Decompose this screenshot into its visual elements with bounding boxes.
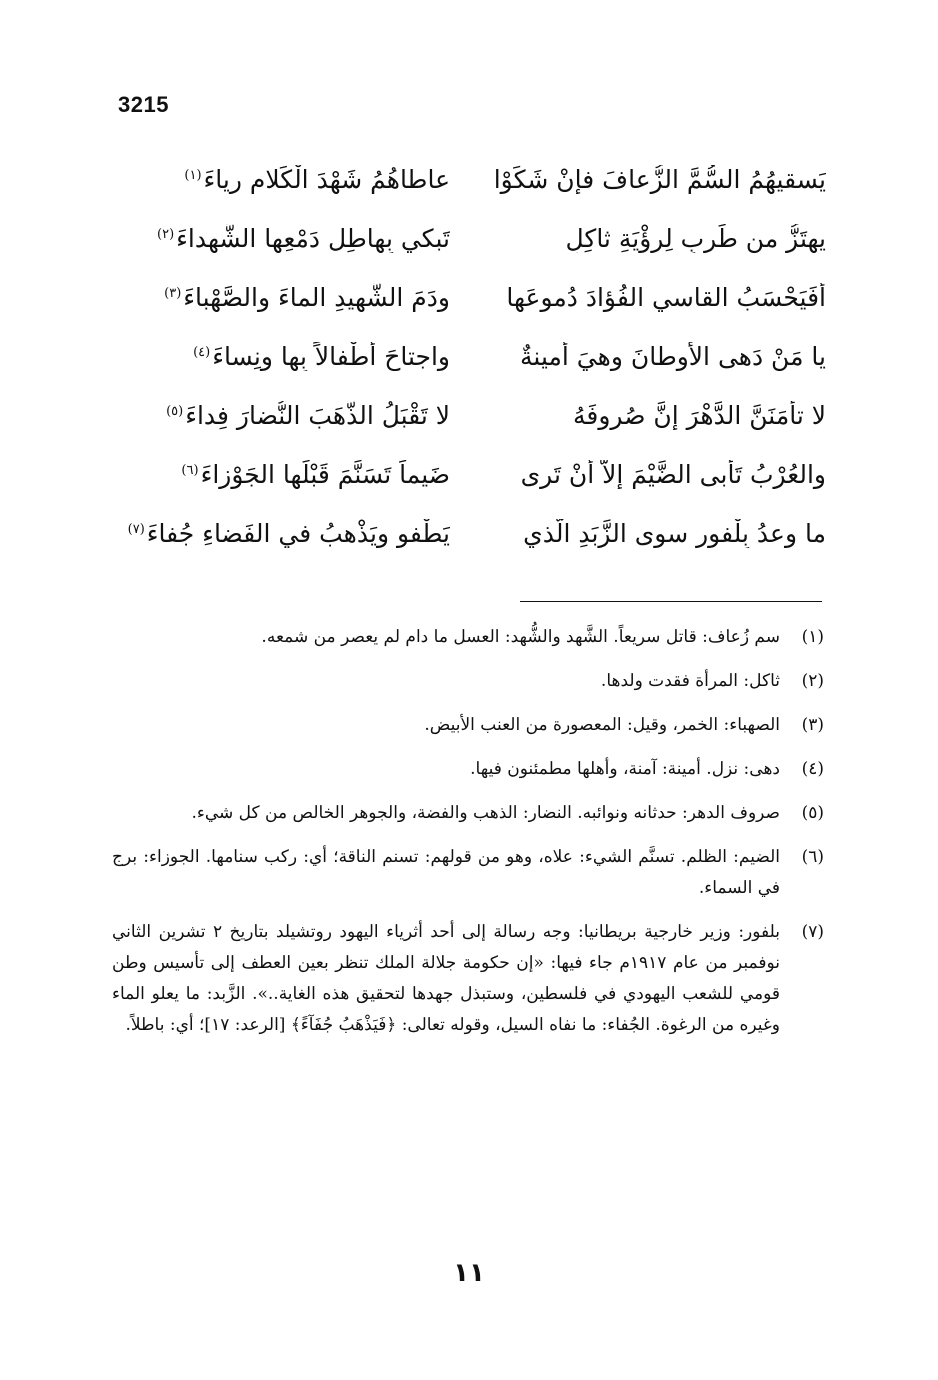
footnote-ref: (٦): [181, 462, 199, 478]
verse-second-text: ودَمَ الشَّهيدِ الماءَ والصَّهْباءَ: [183, 283, 450, 312]
verse-first-hemistich: أَفَيَحْسَبُ القاسي الفُؤادَ دُموعَها: [506, 283, 826, 312]
footnote-number: (٣): [801, 715, 824, 735]
verse-second-text: يَطْفو ويَذْهبُ في الفَضاءِ جُفاءَ: [146, 519, 450, 548]
footnote-text: الصهباء: الخمر، وقيل: المعصورة من العنب الأبيض.: [424, 715, 780, 735]
footnote-number: (٤): [801, 759, 824, 779]
footnote-separator: [520, 601, 822, 602]
verse-second-hemistich: [110, 165, 450, 194]
footnote-text: بلفور: وزير خارجية بريطانيا: وجه رسالة إلى أحد أثرياء اليهود روتشيلد بتاريخ ٢ تشرين الثاني نوفمبر من عام ١٩١٧م جاء فيها: «إن حكومة جلالة الملك تنظر بعين العطف إلى تأسيس وطن قومي للشعب اليهودي في فلسطين، وستبذل جهدها لتحقيق هذه الغاية..». الزَّبد: ما يعلو الماء وغيره من الرغوة. الجُفاء: ما نفاه السيل، وقوله تعالى: ﴿فَيَذْهَبُ جُفَآءً﴾ [الرعد: ١٧]؛ أي: باطلاً.: [112, 922, 781, 1035]
verse-second-hemistich: [110, 460, 450, 489]
page-number: ١١: [453, 1258, 485, 1288]
footnote-text: الضيم: الظلم. تسنَّم الشيء: علاه، وهو من قولهم: تسنم الناقة؛ أي: ركب سنامها. الجوزاء: برج في السماء.: [112, 847, 780, 898]
verse-second-hemistich: [110, 401, 450, 430]
verse-first-hemistich: يا مَنْ دَهى الأَوطانَ وهيَ أمينةٌ: [520, 342, 826, 371]
footnotes: [112, 622, 824, 1054]
poem-verse-6: [110, 445, 826, 504]
footnote-ref: (١): [184, 167, 202, 183]
footnote-text: سم زُعاف: قاتل سريعاً. الشَّهد والشُّهد: العسل ما دام لم يعصر من شمعه.: [261, 627, 780, 647]
footnote-7: [112, 917, 824, 1041]
verse-second-text: ضَيماً تَسَنَّمَ قَبْلَها الجَوْزاءَ: [200, 460, 450, 489]
footnote-ref: (٥): [166, 403, 184, 419]
footnote-text: صروف الدهر: حدثانه ونوائبه. النضار: الذهب والفضة، والجوهر الخالص من كل شيء.: [191, 803, 780, 823]
verse-second-hemistich: [110, 519, 450, 548]
footnote-3: [112, 710, 824, 741]
verse-second-hemistich: [110, 283, 450, 312]
poem-verse-4: [110, 327, 826, 386]
footnote-ref: (٢): [157, 226, 175, 242]
footnote-ref: (٤): [193, 344, 211, 360]
footnote-6: [112, 842, 824, 904]
footnote-number: (١): [801, 627, 824, 647]
footnote-number: (٧): [801, 922, 824, 942]
verse-first-hemistich: والعُرْبُ تَأْبى الضَّيْمَ إلاّ أَنْ تَرى: [520, 460, 826, 489]
verse-second-text: عاطاهُمُ شَهْدَ الْكَلام رِياءَ: [203, 165, 450, 194]
verse-second-hemistich: [110, 342, 450, 371]
poem: [110, 150, 826, 563]
verse-second-text: تَبكي بِهاطِلِ دَمْعِها الشُّهداءَ: [176, 224, 450, 253]
poem-verse-1: [110, 150, 826, 209]
footnote-ref: (٣): [164, 285, 182, 301]
footnote-ref: (٧): [127, 521, 145, 537]
page-stamp: 3215: [118, 92, 169, 117]
footnote-4: [112, 754, 824, 785]
poem-verse-3: [110, 268, 826, 327]
footnote-5: [112, 798, 824, 829]
footnote-number: (٦): [801, 847, 824, 867]
footnote-2: [112, 666, 824, 697]
footnote-text: ثاكل: المرأة فقدت ولدها.: [600, 671, 780, 691]
poem-verse-2: [110, 209, 826, 268]
footnote-number: (٢): [801, 671, 824, 691]
footnote-text: دهى: نزل. أمينة: آمنة، وأهلها مطمئنون فيها.: [470, 759, 780, 779]
verse-first-hemistich: يهتَزُّ من طَربٍ لِرؤْيَةِ ثاكِلٍ: [565, 224, 826, 253]
verse-first-hemistich: ما وعدُ بِلْفورٍ سوى الزَّبَدِ الَّذي: [523, 519, 826, 548]
poem-verse-5: [110, 386, 826, 445]
footnote-1: [112, 622, 824, 653]
verse-second-hemistich: [110, 224, 450, 253]
poem-verse-7: [110, 504, 826, 563]
verse-first-hemistich: لا تأْمَنَنَّ الدَّهْرَ إنَّ صُروفَهُ: [572, 401, 826, 430]
footnote-number: (٥): [801, 803, 824, 823]
verse-second-text: واجتاحَ أَطْفالاً بِها ونِساءَ: [212, 342, 450, 371]
verse-first-hemistich: يَسقيهُمُ السُّمَّ الزُّعافَ فإنْ شَكَوْا: [493, 165, 826, 194]
verse-second-text: لا تَقْبَلُ الذَّهَبَ النُّضارَ فِداءَ: [185, 401, 450, 430]
